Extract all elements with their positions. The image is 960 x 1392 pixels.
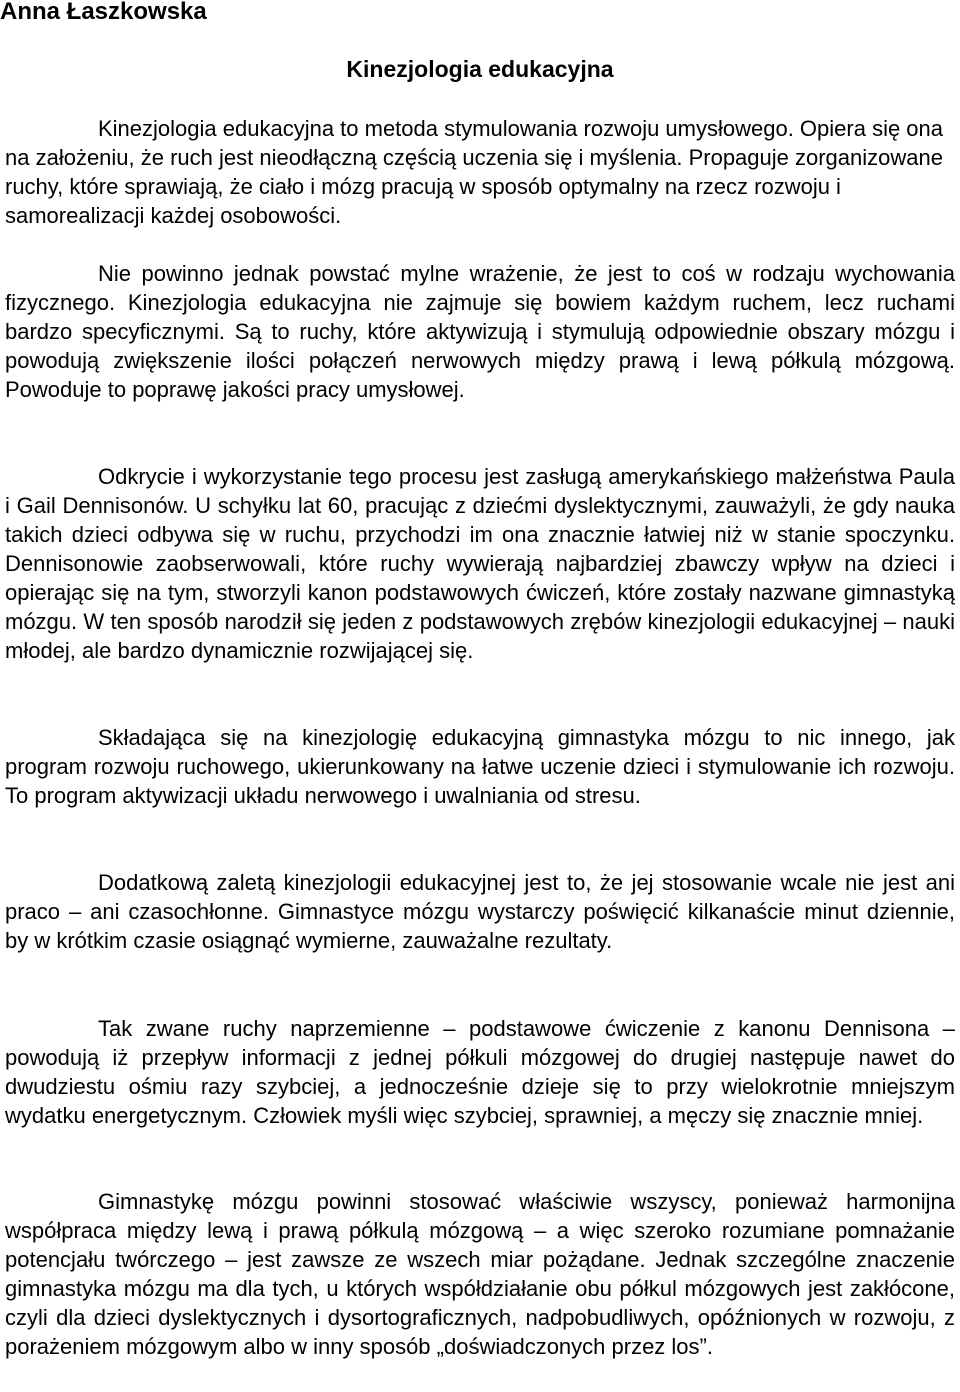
paragraph-5: Dodatkową zaletą kinezjologii edukacyjnej jest to, że jej stosowanie wcale nie jest ani praco – ani czasochłonne. Gimnastyce mózgu wystarczy poświęcić kilkanaście minut dziennie, by w krótkim czasie osiągnąć wymierne, zauważalne rezultaty. (5, 870, 955, 953)
paragraph-3: Odkrycie i wykorzystanie tego procesu jest zasługą amerykańskiego małżeństwa Paula i Gail Dennisonów. U schyłku lat 60, pracując z dziećmi dyslektycznymi, zauważyli, że gdy nauka takich dzieci odbywa się w ruchu, przychodzi im ona znacznie łatwiej niż w stanie spoczynku. Dennisonowie zaobserwowali, które ruchy wywierają najbardziej zbawczy wpływ na dzieci i opierając się na tym, stworzyli kanon podstawowych ćwiczeń, które zostały nazwane gimnastyką mózgu. W ten sposób narodził się jeden z podstawowych zrębów kinezjologii edukacyjnej – nauki młodej, ale bardzo dynamicznie rozwijającej się. (5, 464, 955, 663)
paragraph-1: Kinezjologia edukacyjna to metoda stymulowania rozwoju umysłowego. Opiera się ona na założeniu, że ruch jest nieodłączną częścią uczenia się i myślenia. Propaguje zorganizowane ruchy, które sprawiają, że ciało i mózg pracują w sposób optymalny na rzecz rozwoju i samorealizacji każdej osobowości. (5, 116, 944, 228)
paragraph-2: Nie powinno jednak powstać mylne wrażenie, że jest to coś w rodzaju wychowania fizycznego. Kinezjologia edukacyjna nie zajmuje się bowiem każdym ruchem, lecz ruchami bardzo specyficznymi. Są to ruchy, które aktywizują i stymulują odpowiednie obszary mózgu i powodują zwiększenie ilości połączeń nerwowych między prawą i lewą półkulą mózgową. Powoduje to poprawę jakości pracy umysłowej. (5, 261, 955, 402)
document-title: Kinezjologia edukacyjna (346, 56, 614, 82)
paragraph-7: Gimnastykę mózgu powinni stosować właściwie wszyscy, ponieważ harmonijna współpraca między lewą i prawą półkulą mózgową – a więc szeroko rozumiane pomnażanie potencjału twórczego – jest zawsze ze wszech miar pożądane. Jednak szczególne znaczenie gimnastyka mózgu ma dla tych, u których współdziałanie obu półkul mózgowych jest zakłócone, czyli dla dzieci dyslektycznych i dysortograficznych, nadpobudliwych, opóźnionych w rozwoju, z porażeniem mózgowym albo w inny sposób „doświadczonych przez los”. (5, 1189, 955, 1359)
author-name: Anna Łaszkowska (0, 0, 207, 25)
paragraph-6: Tak zwane ruchy naprzemienne – podstawowe ćwiczenie z kanonu Dennisona – powodują iż przepływ informacji z jednej półkuli mózgowej do drugiej następuje nawet do dwudziestu ośmiu razy szybciej, a jednocześnie dzieje się to przy wielokrotnie mniejszym wydatku energetycznym. Człowiek myśli więc szybciej, sprawniej, a męczy się znacznie mniej. (5, 1016, 955, 1128)
paragraph-4: Składająca się na kinezjologię edukacyjną gimnastyka mózgu to nic innego, jak program rozwoju ruchowego, ukierunkowany na łatwe uczenie dzieci i stymulowanie ich rozwoju. To program aktywizacji układu nerwowego i uwalniania od stresu. (5, 725, 955, 808)
